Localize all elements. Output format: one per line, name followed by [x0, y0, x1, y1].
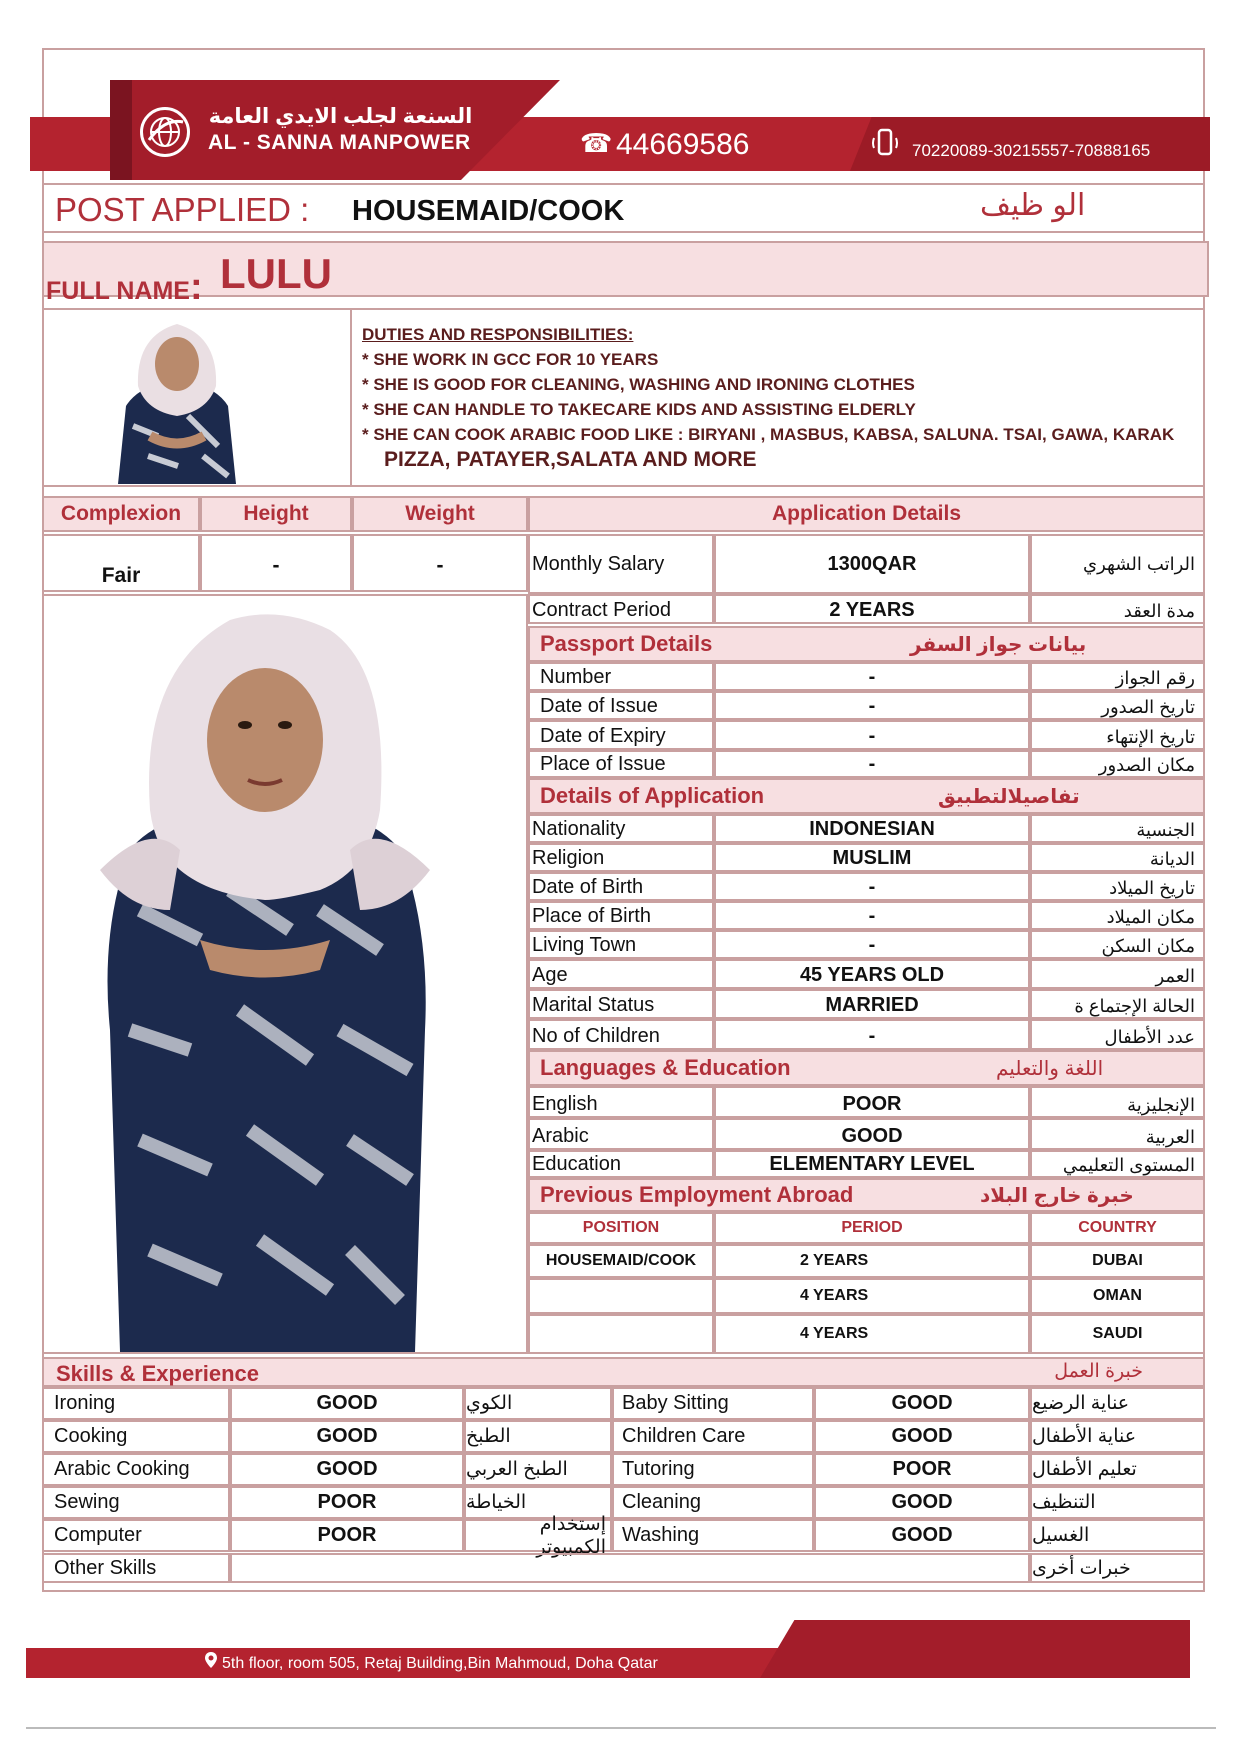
employment-header-row: [528, 1212, 1205, 1244]
place-of-issue-value: -: [714, 750, 1030, 778]
skill-label-arabic: الكوي: [464, 1387, 612, 1420]
skill-label: Cooking: [42, 1420, 230, 1453]
weight-value: -: [352, 534, 528, 592]
skill-label-arabic: الطبخ العربي: [464, 1453, 612, 1486]
skill-label-arabic: التنظيف: [1030, 1486, 1205, 1519]
header-logo-strip: [110, 80, 132, 180]
skill-label: Tutoring: [612, 1453, 814, 1486]
employment-country: OMAN: [1030, 1278, 1205, 1314]
position-header: POSITION: [528, 1212, 714, 1244]
place-of-issue-label: Place of Issue: [528, 750, 714, 778]
nationality-value: INDONESIAN: [714, 814, 1030, 843]
expiry-date-label: Date of Expiry: [528, 720, 714, 750]
skill-label-arabic: الغسيل: [1030, 1519, 1205, 1552]
marital-status-row: [528, 989, 1205, 1019]
salary-label: Monthly Salary: [528, 534, 714, 594]
skills-section-header: [42, 1357, 1205, 1387]
employment-title: Previous Employment Abroad: [540, 1182, 854, 1207]
full-name-row: [42, 241, 1209, 297]
religion-label-arabic: الديانة: [1030, 843, 1205, 872]
religion-row: [528, 843, 1205, 872]
living-town-value: -: [714, 930, 1030, 959]
employment-period: 4 YEARS: [714, 1278, 1030, 1314]
details-title-arabic: تفاصيلالتطبيق: [938, 785, 1080, 808]
education-label-arabic: المستوى التعليمي: [1030, 1150, 1205, 1178]
salary-value: 1300QAR: [714, 534, 1030, 594]
children-value: -: [714, 1019, 1030, 1050]
skill-label: Washing: [612, 1519, 814, 1552]
skills-row: [42, 1387, 1205, 1420]
age-label-arabic: العمر: [1030, 959, 1205, 989]
children-row: [528, 1019, 1205, 1050]
full-name-value: LULU: [220, 250, 332, 297]
passport-section-header: [528, 626, 1205, 662]
post-applied-label-arabic: الو ظيف: [980, 189, 1086, 222]
salary-label-arabic: الراتب الشهري: [1030, 534, 1205, 594]
age-label: Age: [528, 959, 714, 989]
place-of-birth-value: -: [714, 901, 1030, 930]
skills-row: [42, 1420, 1205, 1453]
issue-date-label-arabic: تاريخ الصدور: [1030, 691, 1205, 720]
passport-number-label: Number: [528, 662, 714, 691]
duties-list: [362, 322, 1174, 472]
religion-value: MUSLIM: [714, 843, 1030, 872]
english-label-arabic: الإنجليزية: [1030, 1086, 1205, 1118]
skill-level: GOOD: [230, 1453, 464, 1486]
arabic-value: GOOD: [714, 1118, 1030, 1150]
marital-status-label-arabic: الحالة الإجتماع ة: [1030, 989, 1205, 1019]
place-of-issue-label-arabic: مكان الصدور: [1030, 750, 1205, 778]
skill-level: POOR: [230, 1519, 464, 1552]
skill-label-arabic: تعليم الأطفال: [1030, 1453, 1205, 1486]
passport-title: Passport Details: [540, 631, 713, 656]
details-title: Details of Application: [540, 783, 765, 808]
passport-number-label-arabic: رقم الجواز: [1030, 662, 1205, 691]
company-logo-icon: [140, 107, 190, 157]
contract-label: Contract Period: [528, 594, 714, 624]
full-name-label: FULL NAME:: [46, 266, 203, 308]
education-value: ELEMENTARY LEVEL: [714, 1150, 1030, 1178]
children-label-arabic: عدد الأطفال: [1030, 1019, 1205, 1050]
candidate-photo-small: [88, 316, 266, 484]
skill-label: Children Care: [612, 1420, 814, 1453]
skill-label-arabic: الخياطة: [464, 1486, 612, 1519]
arabic-label: Arabic: [528, 1118, 714, 1150]
employment-section-header: [528, 1178, 1205, 1212]
skills-row: [42, 1453, 1205, 1486]
weight-header: Weight: [352, 496, 528, 532]
skill-label-arabic: إستخدام الكمبيوتر: [464, 1519, 612, 1552]
skill-label-arabic: عناية الرضيع: [1030, 1387, 1205, 1420]
page-bottom-line: [26, 1727, 1216, 1729]
skill-label: Ironing: [42, 1387, 230, 1420]
employment-country: DUBAI: [1030, 1244, 1205, 1278]
education-row: [528, 1150, 1205, 1178]
footer-address: 5th floor, room 505, Retaj Building,Bin Mahmoud, Doha Qatar: [222, 1655, 658, 1672]
skill-label: Computer: [42, 1519, 230, 1552]
issue-date-label: Date of Issue: [528, 691, 714, 720]
height-header: Height: [200, 496, 352, 532]
candidate-photo-full: [80, 610, 455, 1352]
duty-item: * SHE IS GOOD FOR CLEANING, WASHING AND IRONING CLOTHES: [362, 375, 915, 394]
height-value: -: [200, 534, 352, 592]
employment-row: [528, 1314, 1205, 1354]
employment-position: HOUSEMAID/COOK: [528, 1244, 714, 1278]
complexion-value: Fair: [42, 534, 200, 592]
skill-label: Cleaning: [612, 1486, 814, 1519]
nationality-row: [528, 814, 1205, 843]
duties-divider: [350, 308, 352, 487]
skills-row: [42, 1513, 1205, 1558]
expiry-date-value: -: [714, 720, 1030, 750]
period-header: PERIOD: [714, 1212, 1030, 1244]
date-of-birth-row: [528, 872, 1205, 901]
date-of-birth-value: -: [714, 872, 1030, 901]
place-of-birth-label: Place of Birth: [528, 901, 714, 930]
duties-title: DUTIES AND RESPONSIBILITIES:: [362, 325, 634, 344]
country-header: COUNTRY: [1030, 1212, 1205, 1244]
company-name-arabic: السنعة لجلب الايدي العامة: [208, 105, 473, 128]
skill-level: GOOD: [814, 1519, 1030, 1552]
contract-value: 2 YEARS: [714, 594, 1030, 624]
skill-label-arabic: عناية الأطفال: [1030, 1420, 1205, 1453]
skill-level: GOOD: [230, 1420, 464, 1453]
issue-date-row: [528, 691, 1205, 720]
skill-label-arabic: الطبخ: [464, 1420, 612, 1453]
contract-row: [528, 594, 1205, 624]
employment-country: SAUDI: [1030, 1314, 1205, 1354]
post-applied-value: HOUSEMAID/COOK: [352, 195, 625, 227]
complexion-header: Complexion: [42, 496, 200, 532]
location-pin-icon: [205, 1652, 217, 1673]
footer-accent: [760, 1620, 1190, 1678]
age-row: [528, 959, 1205, 989]
nationality-label: Nationality: [528, 814, 714, 843]
mobile-numbers: 70220089-30215557-70888165: [912, 141, 1151, 160]
skills-row: [42, 1486, 1205, 1519]
expiry-date-label-arabic: تاريخ الإنتهاء: [1030, 720, 1205, 750]
passport-number-value: -: [714, 662, 1030, 691]
duty-item: * SHE WORK IN GCC FOR 10 YEARS: [362, 350, 659, 369]
place-of-birth-label-arabic: مكان الميلاد: [1030, 901, 1205, 930]
skill-level: GOOD: [814, 1486, 1030, 1519]
skill-level: GOOD: [230, 1387, 464, 1420]
details-section-header: [528, 778, 1205, 814]
skill-level: POOR: [814, 1453, 1030, 1486]
skills-title-arabic: خبرة العمل: [1054, 1361, 1143, 1382]
children-label: No of Children: [528, 1019, 714, 1050]
passport-number-row: [528, 662, 1205, 691]
place-of-issue-row: [528, 750, 1205, 778]
skill-level: POOR: [230, 1486, 464, 1519]
duty-item: * SHE CAN COOK ARABIC FOOD LIKE : BIRYANI , MASBUS, KABSA, SALUNA. TSAI, GAWA, KARAK: [362, 425, 1175, 444]
living-town-label: Living Town: [528, 930, 714, 959]
languages-title-arabic: اللغة والتعليم: [996, 1057, 1104, 1080]
salary-row: [528, 534, 1205, 594]
post-applied-label: POST APPLIED :: [55, 191, 310, 228]
living-town-row: [528, 930, 1205, 959]
other-skills-label-arabic: خبرات أخرى: [1030, 1553, 1205, 1583]
other-skills-value: [230, 1553, 1030, 1583]
age-value: 45 YEARS OLD: [714, 959, 1030, 989]
company-name-english: AL - SANNA MANPOWER: [208, 131, 471, 154]
application-details-header: Application Details: [528, 496, 1205, 532]
living-town-label-arabic: مكان السكن: [1030, 930, 1205, 959]
other-skills-label: Other Skills: [42, 1553, 230, 1583]
skill-label: Sewing: [42, 1486, 230, 1519]
contract-label-arabic: مدة العقد: [1030, 594, 1205, 624]
date-of-birth-label: Date of Birth: [528, 872, 714, 901]
issue-date-value: -: [714, 691, 1030, 720]
mobile-phone-icon: [872, 128, 898, 165]
languages-title: Languages & Education: [540, 1055, 791, 1080]
religion-label: Religion: [528, 843, 714, 872]
english-value: POOR: [714, 1086, 1030, 1118]
duty-item: * SHE CAN HANDLE TO TAKECARE KIDS AND ASSISTING ELDERLY: [362, 400, 916, 419]
skill-level: GOOD: [814, 1420, 1030, 1453]
arabic-row: [528, 1118, 1205, 1150]
skills-title: Skills & Experience: [56, 1361, 259, 1386]
employment-row: [528, 1244, 1205, 1278]
other-skills-row: [42, 1553, 1205, 1583]
arabic-label-arabic: العربية: [1030, 1118, 1205, 1150]
date-of-birth-label-arabic: تاريخ الميلاد: [1030, 872, 1205, 901]
skill-level: GOOD: [814, 1387, 1030, 1420]
skill-label: Baby Sitting: [612, 1387, 814, 1420]
employment-position: [528, 1314, 714, 1354]
languages-section-header: [528, 1050, 1205, 1086]
english-label: English: [528, 1086, 714, 1118]
duty-item-continuation: PIZZA, PATAYER,SALATA AND MORE: [384, 448, 757, 471]
employment-position: [528, 1278, 714, 1314]
employment-period: 2 YEARS: [714, 1244, 1030, 1278]
skill-label: Arabic Cooking: [42, 1453, 230, 1486]
nationality-label-arabic: الجنسية: [1030, 814, 1205, 843]
passport-title-arabic: بيانات جواز السفر: [910, 633, 1087, 656]
marital-status-value: MARRIED: [714, 989, 1030, 1019]
employment-title-arabic: خبرة خارج البلاد: [980, 1184, 1134, 1207]
expiry-date-row: [528, 720, 1205, 750]
telephone-icon: ☎: [580, 128, 613, 158]
phone-number: 44669586: [616, 128, 750, 161]
english-row: [528, 1086, 1205, 1118]
employment-row: [528, 1278, 1205, 1314]
place-of-birth-row: [528, 901, 1205, 930]
marital-status-label: Marital Status: [528, 989, 714, 1019]
education-label: Education: [528, 1150, 714, 1178]
employment-period: 4 YEARS: [714, 1314, 1030, 1354]
